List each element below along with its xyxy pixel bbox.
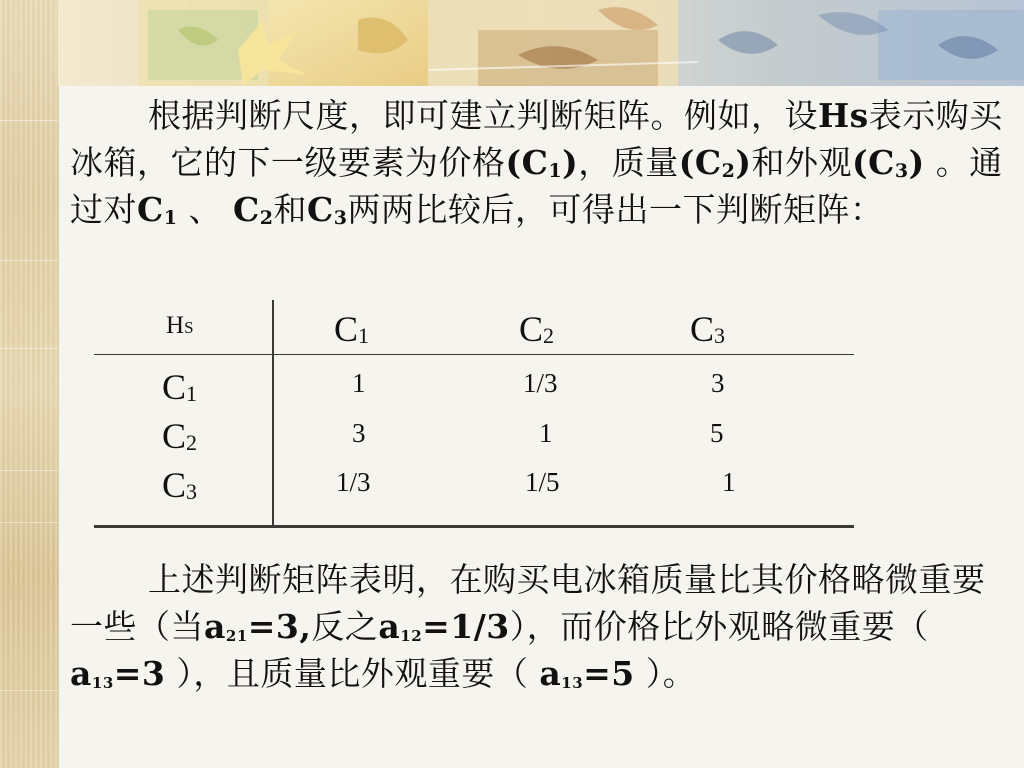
matrix-cell: 1/5 [525,467,560,497]
conclusion-paragraph: 上述判断矩阵表明，在购买电冰箱质量比其价格略微重要一些（当$a_{21}=3$,反之$a_{12}=1/3$），而价格比外观略微重要（ $a_{13}=3$ ），且质量比外观重要（ $a_{13}=5$ ）。 [70,560,986,693]
matrix-cell: 1 [539,418,553,448]
matrix-header-divider [94,354,854,355]
matrix-cell: 1/3 [523,368,558,398]
matrix-cell: 1/3 [336,467,371,497]
matrix-vertical-divider [272,300,274,528]
decorative-banner [58,0,1024,86]
matrix-row-header-c2: $C_2$ [162,416,198,456]
left-decorative-strip [0,0,59,768]
matrix-row-header-c1: $C_1$ [162,367,198,407]
intro-paragraph: 根据判断尺度，即可建立判断矩阵。例如，设Hs表示购买冰箱，它的下一级要素为价格$(C_1)$，质量$(C_2)$和外观$(C_3)$ 。通过对$C_1$ 、 $C_2$和$C_3$两两比较后，可得出一下判断矩阵： [70,96,1003,229]
matrix-bottom-rule [94,525,854,528]
matrix-cell: 1 [722,467,736,497]
matrix-cell: 3 [711,368,725,398]
leaf-collage-image [58,0,1024,86]
matrix-corner-label: HS [166,312,194,339]
matrix-col-header-c2: $C_2$ [519,309,555,349]
matrix-row-header-c3: $C_3$ [162,465,198,505]
matrix-cell: 3 [352,418,366,448]
matrix-col-header-c3: $C_3$ [690,309,726,349]
matrix-cell: 5 [710,418,724,448]
matrix-col-header-c1: $C_1$ [334,309,370,349]
matrix-cell: 1 [352,368,366,398]
